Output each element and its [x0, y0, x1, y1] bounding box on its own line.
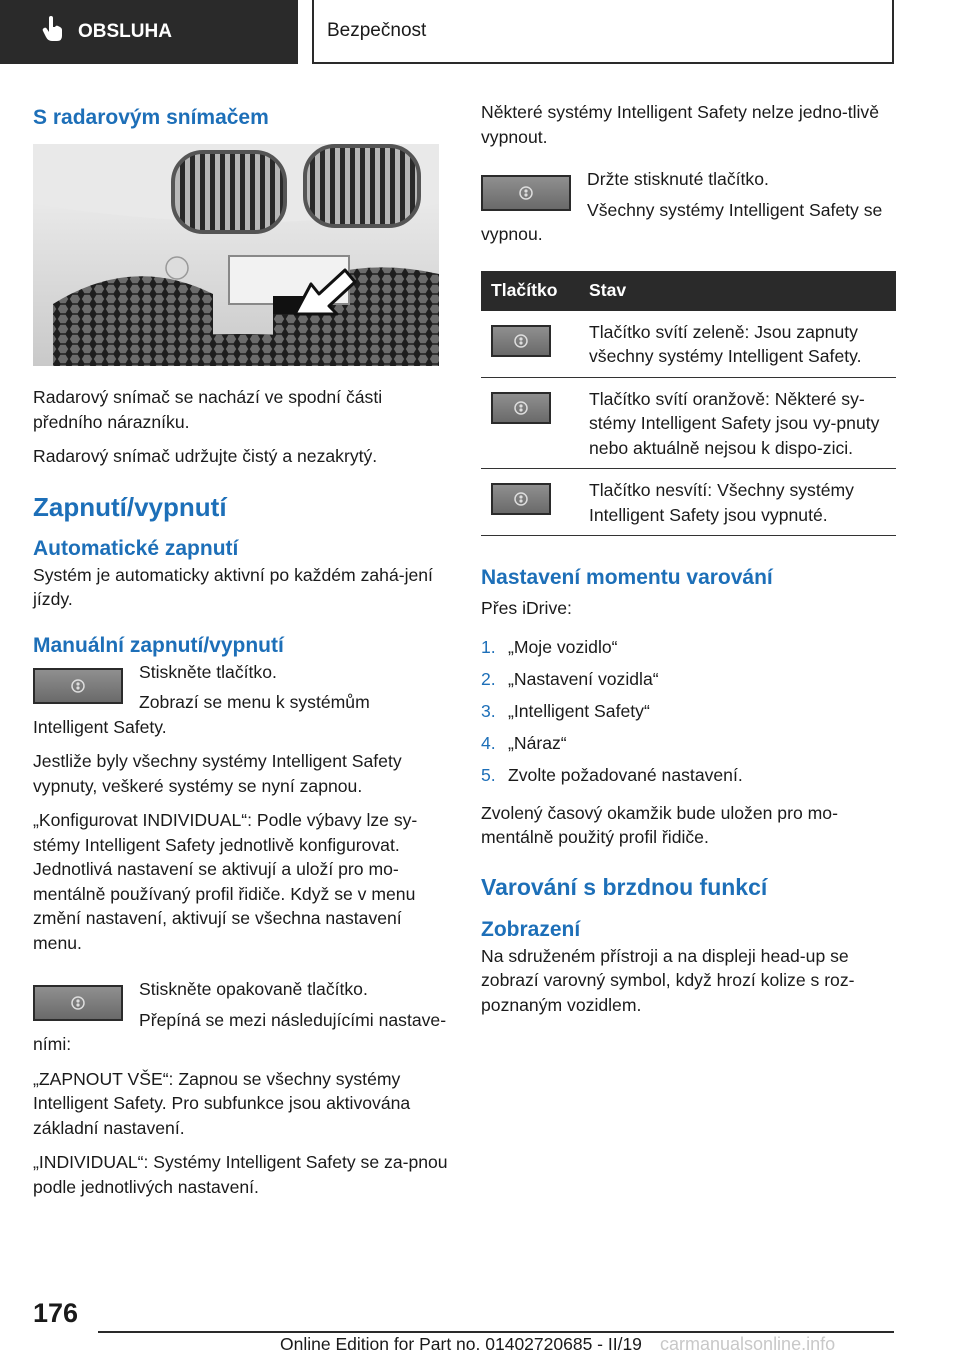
table-row [481, 469, 896, 536]
text-all-on-setting: „ZAPNOUT VŠE“: Zapnou se všechny systémy Intelligent Safety. Pro subfunkce jsou aktivována základní nastavení. [33, 1068, 411, 1138]
intelligent-safety-button-icon [491, 483, 551, 515]
hand-icon [42, 16, 64, 48]
right-column [481, 100, 896, 1027]
table-header-row [481, 271, 896, 311]
list-item: 1. „Moje vozidlo“ [481, 636, 618, 657]
text-hold-button: Držte stisknuté tlačítko. [587, 169, 769, 189]
table-cell-state: Tlačítko svítí zeleně: Jsou zapnuty všechny systémy Intelligent Safety. [579, 311, 896, 378]
section-label: OBSLUHA [78, 21, 172, 42]
text-all-off: Všechny systémy Intelligent Safety se vypnou. [481, 199, 883, 244]
intelligent-safety-button-icon [491, 325, 551, 357]
watermark: carmanualsonline.info [660, 1334, 836, 1354]
steps-list [481, 631, 896, 791]
page-header [0, 0, 960, 66]
button-instruction-3 [481, 167, 896, 257]
text-all-on: Jestliže byly všechny systémy Intelligent Safety vypnuty, veškeré systémy se nyní zapnou. [33, 751, 402, 796]
text-some-systems: Některé systémy Intelligent Safety nelze jedno-tlivě vypnout. [481, 102, 880, 147]
table-cell-state: Tlačítko nesvítí: Všechny systémy Intelligent Safety jsou vypnuté. [579, 469, 896, 536]
text-radar-clean: Radarový snímač udržujte čistý a nezakrytý. [33, 446, 378, 466]
button-instruction-1 [33, 660, 448, 750]
table-row [481, 377, 896, 469]
heading-brake-warning: Varování s brzdnou funkcí [481, 873, 768, 900]
heading-radar: S radarovým snímačem [33, 106, 269, 129]
section-tab [0, 0, 298, 64]
text-auto-on: Systém je automaticky aktivní po každém zahá-jení jízdy. [33, 564, 433, 609]
text-configure-individual: „Konfigurovat INDIVIDUAL“: Podle výbavy lze sy-stémy Intelligent Safety jednotlivě konfigurovat. Jednotlivá nastavení se aktivují a uloží pro mo-mentálně používaný profil řidiče. Když se v menu změní nastavení, aktivují se všechna nastavení menu. [33, 810, 418, 953]
text-toggle-settings: Přepíná se mezi následujícími nastave-ními: [33, 1009, 447, 1054]
heading-auto-on: Automatické zapnutí [33, 536, 239, 560]
text-saved-profile: Zvolený časový okamžik bude uložen pro mo-mentálně použitý profil řidiče. [481, 802, 838, 847]
table-header-state: Stav [579, 271, 896, 311]
footer-edition: Online Edition for Part no. 01402720685 - II/19 [280, 1334, 642, 1354]
intelligent-safety-button-icon [33, 985, 123, 1021]
list-item: 5. Zvolte požadované nastavení. [481, 764, 743, 785]
chapter-tab [312, 0, 894, 64]
text-radar-location: Radarový snímač se nachází ve spodní části předního nárazníku. [33, 387, 383, 432]
page-number: 176 [33, 1298, 79, 1328]
heading-display: Zobrazení [481, 917, 581, 941]
table-header-button: Tlačítko [481, 271, 579, 311]
text-display: Na sdruženém přístroji a na displeji head-up se zobrazí varovný symbol, když hrozí kolize s roz-poznaným vozidlem. [481, 945, 855, 1015]
intelligent-safety-button-icon [491, 392, 551, 424]
list-item: 4. „Náraz“ [481, 732, 567, 753]
table-row [481, 311, 896, 378]
footer-divider [98, 1331, 894, 1333]
text-press-button: Stiskněte tlačítko. [139, 661, 277, 682]
chapter-label: Bezpečnost [327, 20, 427, 41]
status-table [481, 271, 896, 537]
text-menu-shown: Zobrazí se menu k systémům Intelligent Safety. [33, 692, 370, 737]
intelligent-safety-button-icon [33, 668, 123, 704]
left-column [33, 100, 448, 1209]
table-cell-state: Tlačítko svítí oranžově: Některé sy-stémy Intelligent Safety jsou vy-pnuty nebo aktuálně nejsou k dispo-zici. [579, 377, 896, 469]
radar-sensor-photo [33, 144, 439, 366]
heading-manual: Manuální zapnutí/vypnutí [33, 633, 284, 657]
button-instruction-2 [33, 977, 448, 1067]
text-individual-setting: „INDIVIDUAL“: Systémy Intelligent Safety se za-pnou podle jednotlivých nastavení. [33, 1152, 448, 1197]
text-via-idrive: Přes iDrive: [481, 598, 572, 618]
heading-warning-time: Nastavení momentu varování [481, 566, 773, 589]
list-item: 2. „Nastavení vozidla“ [481, 668, 659, 689]
text-press-repeatedly: Stiskněte opakovaně tlačítko. [139, 979, 368, 999]
heading-on-off: Zapnutí/vypnutí [33, 491, 227, 522]
intelligent-safety-button-icon [481, 175, 571, 211]
list-item: 3. „Intelligent Safety“ [481, 700, 650, 721]
